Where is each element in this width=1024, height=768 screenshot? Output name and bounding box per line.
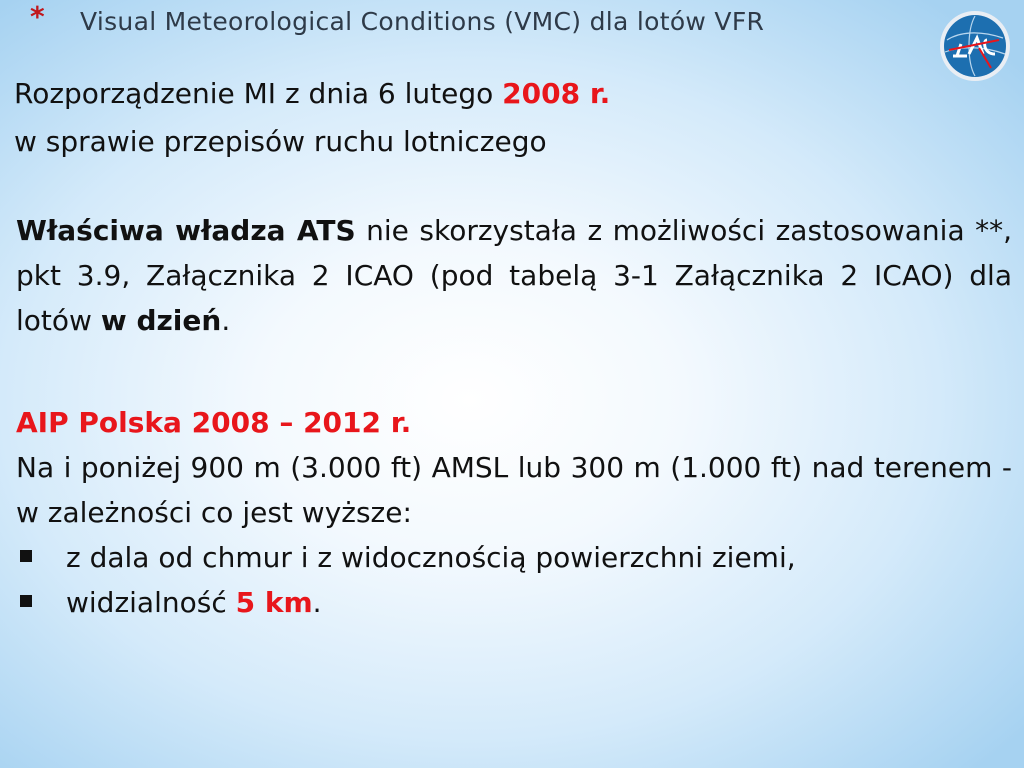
visibility-value: 5 km — [235, 586, 313, 619]
bullet-text-1: z dala od chmur i z widocznością powierzchni ziemi, — [66, 541, 796, 574]
regulation-line-1 — [14, 70, 610, 118]
regulation-text: Rozporządzenie MI z dnia 6 lutego — [14, 77, 503, 110]
ats-text: nie skorzystała z możliwości zastosowania **, pkt 3.9, Załącznika 2 ICAO (pod tabelą 3-1 Załącznika 2 ICAO) dla lotów — [16, 214, 1013, 337]
list-item — [16, 535, 1012, 580]
regulation-line-2: w sprawie przepisów ruchu lotniczego — [14, 125, 547, 158]
regulation-year: 2008 r. — [502, 77, 611, 110]
ats-paragraph — [16, 208, 1012, 343]
bullet-2-end: . — [312, 586, 322, 619]
list-item — [16, 580, 1012, 625]
ulc-logo-icon — [939, 10, 1011, 82]
aip-heading: AIP Polska 2008 – 2012 r. — [16, 406, 412, 439]
ats-end: . — [221, 304, 231, 337]
square-bullet-icon — [20, 595, 32, 607]
title-star-icon: * — [30, 0, 45, 33]
bullet-text-2: widzialność — [66, 586, 236, 619]
ats-bold-end: w dzień — [100, 304, 222, 337]
ats-bold-start: Właściwa władza ATS — [16, 214, 356, 247]
slide-title: Visual Meteorological Conditions (VMC) dla lotów VFR — [80, 7, 765, 36]
regulation-header — [14, 70, 610, 166]
square-bullet-icon — [20, 550, 32, 562]
aip-section — [16, 400, 1012, 625]
aip-paragraph: Na i poniżej 900 m (3.000 ft) AMSL lub 300 m (1.000 ft) nad terenem - w zależności co jest wyższe: — [16, 451, 1012, 529]
title-bar — [0, 0, 1024, 52]
aip-bullet-list — [16, 535, 1012, 625]
